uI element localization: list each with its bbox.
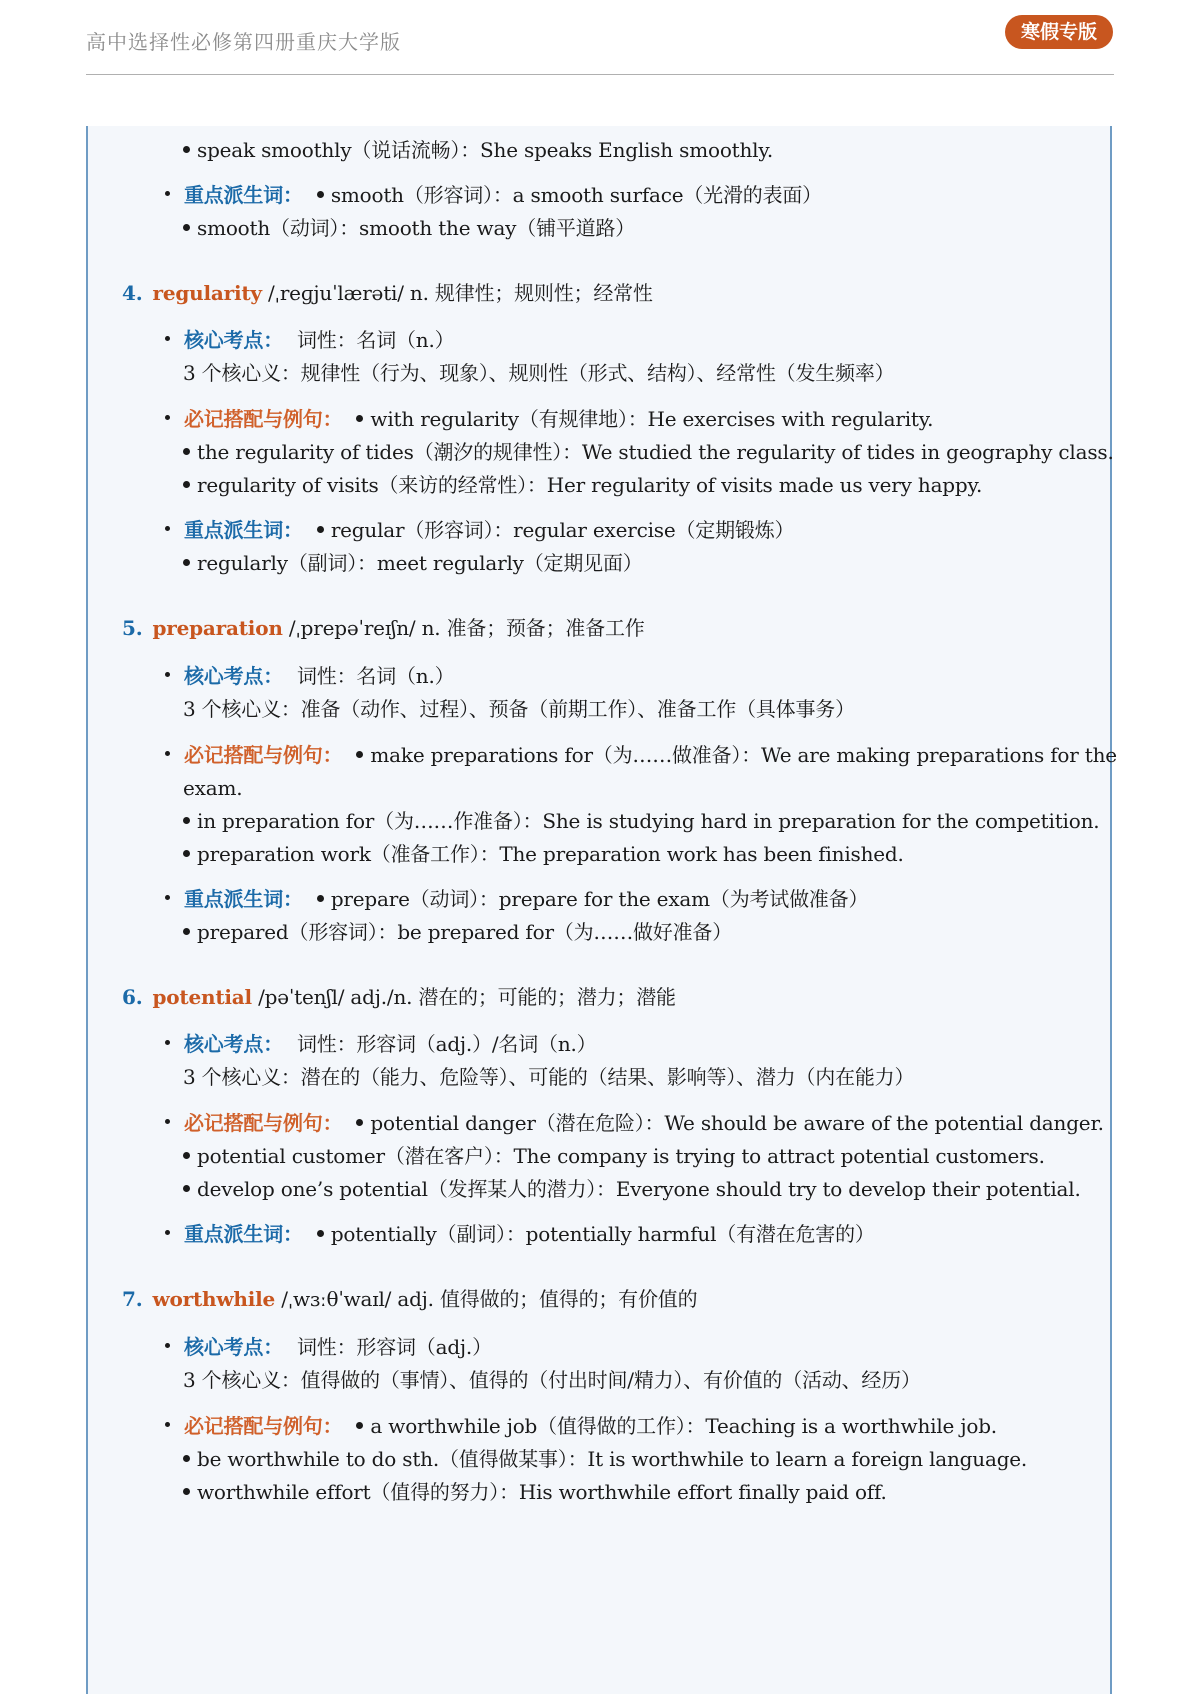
example-line: [183, 215, 635, 241]
section-label: 核心考点：: [184, 664, 283, 688]
bullet-dot-icon: [183, 1488, 190, 1495]
word-entry-heading: [122, 280, 653, 306]
core-point-line: [165, 1031, 596, 1057]
line-text: prepare（动词）：prepare for the exam（为考试做准备）: [330, 887, 869, 911]
line-text: smooth（动词）：smooth the way（铺平道路）: [197, 216, 636, 240]
bullet-icon: [165, 895, 170, 900]
pronunciation-definition: /ˌwɜːθˈwaɪl/ adj. 值得做的；值得的；有价值的: [275, 1287, 698, 1311]
line-text: 词性：形容词（adj.）/名词（n.）: [297, 1032, 597, 1056]
word-entry-heading: [122, 984, 676, 1010]
section-label: 必记搭配与例句：: [184, 743, 343, 767]
bullet-icon: [165, 1422, 170, 1427]
derivative-words-line: [165, 886, 868, 912]
example-line: [183, 1479, 887, 1505]
line-text: develop one’s potential（发挥某人的潜力）：Everyone should try to develop their potential.: [197, 1177, 1081, 1201]
bullet-dot-icon: [317, 895, 324, 902]
word-entry-heading: [122, 615, 645, 641]
line-text: regularly（副词）：meet regularly（定期见面）: [197, 551, 643, 575]
core-point-line: [165, 663, 454, 689]
line-text: potential customer（潜在客户）：The company is trying to attract potential customers.: [197, 1144, 1045, 1168]
bullet-icon: [165, 1230, 170, 1235]
line-text: 3 个核心义：值得做的（事情）、值得的（付出时间/精力）、有价值的（活动、经历）: [183, 1368, 921, 1392]
line-text: 词性：名词（n.）: [297, 664, 455, 688]
plain-line: [183, 696, 855, 722]
line-text: speak smoothly（说话流畅）：She speaks English smoothly.: [197, 138, 773, 162]
bullet-dot-icon: [317, 526, 324, 533]
section-label: 必记搭配与例句：: [184, 1111, 343, 1135]
line-text: be worthwhile to do sth.（值得做某事）：It is worthwhile to learn a foreign language.: [197, 1447, 1028, 1471]
bullet-dot-icon: [183, 559, 190, 566]
line-text: 词性：名词（n.）: [297, 328, 455, 352]
bullet-dot-icon: [317, 1230, 324, 1237]
bullet-dot-icon: [183, 224, 190, 231]
section-label: 重点派生词：: [184, 1222, 303, 1246]
derivative-words-line: [165, 182, 822, 208]
example-line: [183, 1143, 1045, 1169]
bullet-dot-icon: [183, 1455, 190, 1462]
bullet-icon: [165, 415, 170, 420]
example-line: [183, 919, 732, 945]
bullet-dot-icon: [183, 1152, 190, 1159]
bullet-dot-icon: [356, 751, 363, 758]
example-line: [183, 1446, 1027, 1472]
section-label: 必记搭配与例句：: [184, 1414, 343, 1438]
bullet-dot-icon: [183, 1185, 190, 1192]
entry-number: 5.: [122, 616, 143, 640]
collocation-line: [165, 742, 1117, 768]
line-text: potentially（副词）：potentially harmful（有潜在危害的）: [330, 1222, 875, 1246]
core-point-line: [165, 327, 454, 353]
line-text: 3 个核心义：规律性（行为、现象）、规则性（形式、结构）、经常性（发生频率）: [183, 361, 895, 385]
edition-badge: 寒假专版: [1005, 15, 1113, 49]
derivative-words-line: [165, 1221, 875, 1247]
pronunciation-definition: /pəˈtenʃl/ adj./n. 潜在的；可能的；潜力；潜能: [251, 985, 676, 1009]
headword: regularity: [152, 281, 262, 305]
bullet-icon: [165, 751, 170, 756]
example-line: [183, 1176, 1081, 1202]
line-text: the regularity of tides（潮汐的规律性）：We studied the regularity of tides in geography class.: [197, 440, 1114, 464]
line-text: potential danger（潜在危险）：We should be aware of the potential danger.: [370, 1111, 1104, 1135]
headword: preparation: [152, 616, 283, 640]
line-text: exam.: [183, 776, 243, 800]
line-text: a worthwhile job（值得做的工作）：Teaching is a worthwhile job.: [370, 1414, 997, 1438]
headword: potential: [152, 985, 252, 1009]
line-text: regular（形容词）：regular exercise（定期锻炼）: [330, 518, 795, 542]
word-entry-heading: [122, 1286, 697, 1312]
bullet-dot-icon: [183, 850, 190, 857]
line-text: 3 个核心义：准备（动作、过程）、预备（前期工作）、准备工作（具体事务）: [183, 697, 855, 721]
derivative-words-line: [165, 517, 794, 543]
example-line: [183, 841, 904, 867]
line-text: regularity of visits（来访的经常性）：Her regularity of visits made us very happy.: [197, 473, 983, 497]
line-text: 词性：形容词（adj.）: [297, 1335, 492, 1359]
entry-number: 6.: [122, 985, 143, 1009]
bullet-icon: [165, 526, 170, 531]
example-line: [183, 550, 643, 576]
plain-line: [183, 360, 894, 386]
bullet-icon: [165, 336, 170, 341]
line-text: in preparation for（为……作准备）：She is studying hard in preparation for the competition.: [197, 809, 1100, 833]
collocation-line: [165, 406, 933, 432]
pronunciation-definition: /ˌprepəˈreɪʃn/ n. 准备；预备；准备工作: [282, 616, 645, 640]
example-line: [183, 137, 773, 163]
section-label: 核心考点：: [184, 328, 283, 352]
section-label: 核心考点：: [184, 1335, 283, 1359]
bullet-dot-icon: [317, 191, 324, 198]
collocation-line: [165, 1413, 997, 1439]
section-label: 重点派生词：: [184, 183, 303, 207]
plain-line: [183, 775, 242, 801]
line-text: worthwhile effort（值得的努力）：His worthwhile effort finally paid off.: [197, 1480, 887, 1504]
pronunciation-definition: /ˌreɡjuˈlærəti/ n. 规律性；规则性；经常性: [261, 281, 653, 305]
bullet-dot-icon: [183, 928, 190, 935]
entry-number: 7.: [122, 1287, 143, 1311]
section-label: 重点派生词：: [184, 518, 303, 542]
entry-number: 4.: [122, 281, 143, 305]
header-title: 高中选择性必修第四册重庆大学版: [86, 30, 401, 54]
line-text: prepared（形容词）：be prepared for（为……做好准备）: [197, 920, 733, 944]
section-label: 必记搭配与例句：: [184, 407, 343, 431]
section-label: 核心考点：: [184, 1032, 283, 1056]
bullet-icon: [165, 1040, 170, 1045]
bullet-icon: [165, 191, 170, 196]
example-line: [183, 808, 1099, 834]
example-line: [183, 439, 1114, 465]
bullet-dot-icon: [183, 817, 190, 824]
core-point-line: [165, 1334, 492, 1360]
line-text: with regularity（有规律地）：He exercises with regularity.: [370, 407, 934, 431]
bullet-icon: [165, 1119, 170, 1124]
example-line: [183, 472, 982, 498]
line-text: smooth（形容词）：a smooth surface（光滑的表面）: [330, 183, 822, 207]
plain-line: [183, 1064, 914, 1090]
plain-line: [183, 1367, 921, 1393]
header-divider: [86, 74, 1114, 75]
headword: worthwhile: [152, 1287, 276, 1311]
bullet-dot-icon: [183, 481, 190, 488]
line-text: preparation work（准备工作）：The preparation work has been finished.: [197, 842, 904, 866]
bullet-dot-icon: [356, 1119, 363, 1126]
bullet-dot-icon: [183, 448, 190, 455]
bullet-icon: [165, 1343, 170, 1348]
bullet-dot-icon: [356, 1422, 363, 1429]
bullet-icon: [165, 672, 170, 677]
line-text: 3 个核心义：潜在的（能力、危险等）、可能的（结果、影响等）、潜力（内在能力）: [183, 1065, 915, 1089]
bullet-dot-icon: [183, 146, 190, 153]
section-label: 重点派生词：: [184, 887, 303, 911]
collocation-line: [165, 1110, 1104, 1136]
line-text: make preparations for（为……做准备）：We are making preparations for the: [370, 743, 1117, 767]
bullet-dot-icon: [356, 415, 363, 422]
